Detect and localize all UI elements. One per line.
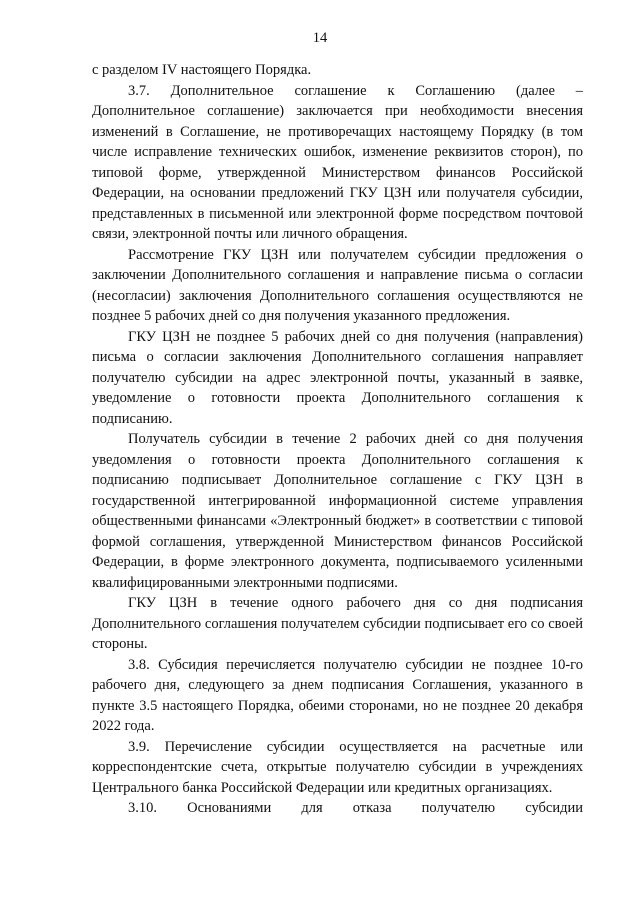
- paragraph-gku-signing: ГКУ ЦЗН в течение одного рабочего дня со дня подписания Дополнительного соглашения получателем субсидии подписывает его со своей стороны.: [92, 595, 583, 652]
- document-body: [92, 60, 583, 819]
- paragraph-3-7: 3.7. Дополнительное соглашение к Соглашению (далее – Дополнительное соглашение) заключается при необходимости внесения изменений в Соглашение, не противоречащих настоящему Порядку (в том числе исправление технических ошибок, изменение реквизитов сторон), по типовой форме, утвержденной Министерством финансов Российской Федерации, на основании предложений ГКУ ЦЗН или получателя субсидии, представленных в письменной или электронной форме посредством почтовой связи, электронной почты или личного обращения.: [92, 82, 583, 242]
- paragraph-continuation: с разделом IV настоящего Порядка.: [92, 62, 312, 78]
- paragraph-review-proposal: Рассмотрение ГКУ ЦЗН или получателем субсидии предложения о заключении Дополнительного соглашения и направление письма о согласии (несогласии) заключения Дополнительного соглашения осуществляются не позднее 5 рабочих дней со дня получения указанного предложения.: [92, 246, 583, 324]
- page-number: 14: [312, 30, 328, 46]
- paragraph-3-10: 3.10. Основаниями для отказа получателю субсидии: [128, 800, 583, 816]
- paragraph-signing: Получатель субсидии в течение 2 рабочих дней со дня получения уведомления о готовности проекта Дополнительного соглашения к подписанию подписывает Дополнительное соглашение с ГКУ ЦЗН в государственной интегрированной информационной системе управления общественными финансами «Электронный бюджет» в соответствии с типовой формой соглашения, утвержденной Министерством финансов Российской Федерации, в форме электронного документа, подписываемого усиленными квалифицированными электронными подписями.: [92, 431, 583, 591]
- paragraph-notification: ГКУ ЦЗН не позднее 5 рабочих дней со дня получения (направления) письма о согласии заключения Дополнительного соглашения направляет получателю субсидии на адрес электронной почты, указанный в заявке, уведомление о готовности проекта Дополнительного соглашения к подписанию.: [92, 328, 583, 427]
- paragraph-3-8: 3.8. Субсидия перечисляется получателю субсидии не позднее 10-го рабочего дня, следующего за днем подписания Соглашения, указанного в пункте 3.5 настоящего Порядка, обеими сторонами, но не позднее 20 декабря 2022 года.: [92, 656, 583, 734]
- paragraph-3-9: 3.9. Перечисление субсидии осуществляется на расчетные или корреспондентские счета, открытые получателю субсидии в учреждениях Центрального банка Российской Федерации или кредитных организациях.: [92, 738, 583, 796]
